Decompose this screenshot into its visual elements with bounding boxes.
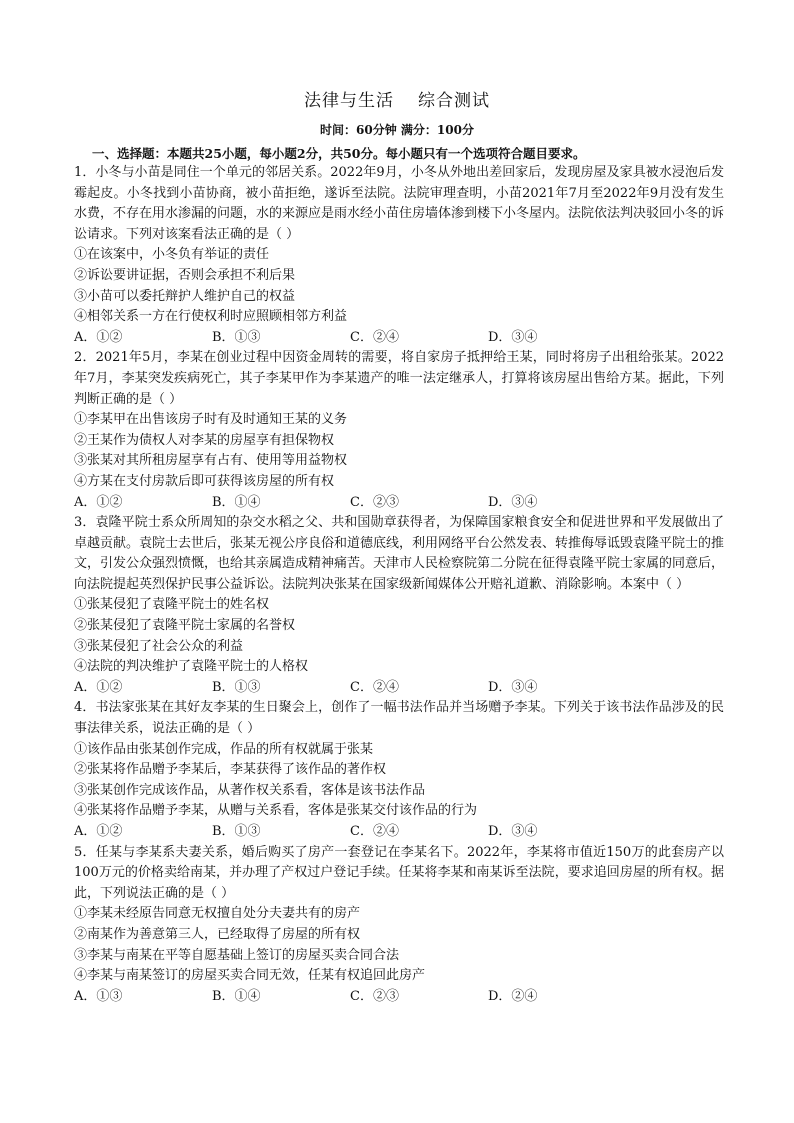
question-list bbox=[74, 163, 724, 1007]
answer-choices bbox=[74, 822, 724, 843]
section-heading: 一、选择题：本题共25小题，每小题2分，共50分。每小题只有一个选项符合题目要求。 bbox=[92, 146, 586, 161]
answer-choice-b: B．①④ bbox=[212, 494, 261, 510]
answer-choice-a: A．①② bbox=[74, 824, 123, 839]
question-5 bbox=[74, 843, 724, 1008]
option-item: ③张某创作完成该作品，从著作权关系看，客体是该书法作品 bbox=[74, 782, 426, 798]
question-3 bbox=[74, 513, 724, 698]
question-stem: 2．2021年5月，李某在创业过程中因资金周转的需要，将自家房子抵押给王某，同时将房子出租给张某。2022年7月，李某突发疾病死亡，其子李某甲作为李某遗产的唯一法定继承人，打算将该房屋出售给方某。据此，下列判断正确的是（ ） bbox=[74, 350, 724, 407]
answer-choice-b: B．①③ bbox=[212, 824, 261, 839]
answer-choices bbox=[74, 678, 724, 699]
option-item: ②王某作为债权人对李某的房屋享有担保物权 bbox=[74, 432, 335, 448]
answer-choice-b: B．①③ bbox=[212, 679, 261, 695]
answer-choice-d: D．③④ bbox=[488, 679, 538, 695]
answer-choice-d: D．③④ bbox=[488, 494, 538, 510]
answer-choice-a: A．①② bbox=[74, 494, 123, 510]
answer-choice-a: A．①③ bbox=[74, 988, 123, 1004]
title-test-name: 综合测试 bbox=[418, 91, 490, 111]
question-1 bbox=[74, 163, 724, 348]
option-item: ③李某与南某在平等自愿基础上签订的房屋买卖合同合法 bbox=[74, 947, 400, 963]
answer-choice-b: B．①③ bbox=[212, 329, 261, 345]
option-item: ④李某与南某签订的房屋买卖合同无效，任某有权追回此房产 bbox=[74, 968, 426, 984]
question-stem: 4．书法家张某在其好友李某的生日聚会上，创作了一幅书法作品并当场赠予李某。下列关于该书法作品涉及的民事法律关系，说法正确的是（ ） bbox=[74, 700, 724, 737]
option-item: ②南某作为善意第三人，已经取得了房屋的所有权 bbox=[74, 926, 361, 942]
answer-choice-a: A．①② bbox=[74, 679, 123, 695]
answer-choice-a: A．①② bbox=[74, 329, 123, 345]
option-item: ③张某侵犯了社会公众的利益 bbox=[74, 638, 244, 654]
answer-choice-c: C．②④ bbox=[350, 329, 399, 345]
option-item: ①该作品由张某创作完成，作品的所有权就属于张某 bbox=[74, 741, 374, 757]
option-item: ②诉讼要讲证据，否则会承担不利后果 bbox=[74, 267, 296, 283]
question-4 bbox=[74, 698, 724, 842]
page-title bbox=[0, 86, 794, 111]
option-item: ③小苗可以委托辩护人维护自己的权益 bbox=[74, 288, 296, 304]
answer-choices bbox=[74, 328, 724, 349]
option-item: ①张某侵犯了袁隆平院士的姓名权 bbox=[74, 597, 270, 613]
answer-choice-c: C．②③ bbox=[350, 494, 399, 510]
option-item: ④法院的判决维护了袁隆平院士的人格权 bbox=[74, 659, 309, 675]
option-item: ③张某对其所租房屋享有占有、使用等用益物权 bbox=[74, 453, 348, 469]
answer-choice-d: D．③④ bbox=[488, 329, 538, 345]
answer-choice-c: C．②④ bbox=[350, 824, 399, 839]
answer-choice-d: D．②④ bbox=[488, 988, 538, 1004]
option-item: ①李某甲在出售该房子时有及时通知王某的义务 bbox=[74, 412, 348, 428]
option-item: ④张某将作品赠予李某，从赠与关系看，客体是张某交付该作品的行为 bbox=[74, 803, 478, 819]
option-item: ②张某侵犯了袁隆平院士家属的名誉权 bbox=[74, 618, 296, 634]
answer-choice-c: C．②④ bbox=[350, 679, 399, 695]
option-item: ②张某将作品赠予李某后，李某获得了该作品的著作权 bbox=[74, 762, 387, 778]
question-stem: 5．任某与李某系夫妻关系，婚后购买了房产一套登记在李某名下。2022年，李某将市值近150万的此套房产以100万元的价格卖给南某，并办理了产权过户登记手续。任某将李某和南某诉至法院，要求追回房屋的所有权。据此，下列说法正确的是（ ） bbox=[74, 844, 724, 901]
option-item: ④相邻关系一方在行使权利时应照顾相邻方利益 bbox=[74, 309, 348, 325]
answer-choice-d: D．③④ bbox=[488, 824, 538, 839]
answer-choice-c: C．②③ bbox=[350, 988, 399, 1004]
answer-choices bbox=[74, 493, 724, 514]
option-item: ①在该案中，小冬负有举证的责任 bbox=[74, 247, 270, 263]
title-subject: 法律与生活 bbox=[304, 91, 394, 111]
answer-choices bbox=[74, 987, 724, 1008]
question-stem: 3．袁隆平院士系众所周知的杂交水稻之父、共和国勋章获得者，为保障国家粮食安全和促进世界和平发展做出了卓越贡献。袁院士去世后，张某无视公序良俗和道德底线，利用网络平台公然发表、转推侮辱诋毁袁隆平院士的推文，引发公众强烈愤慨，也给其亲属造成精神痛苦。天津市人民检察院第二分院在征得袁隆平院士家属的同意后，向法院提起英烈保护民事公益诉讼。法院判决张某在国家级新闻媒体公开赔礼道歉、消除影响。本案中（ ） bbox=[74, 515, 725, 592]
answer-choice-b: B．①④ bbox=[212, 988, 261, 1004]
option-item: ④方某在支付房款后即可获得该房屋的所有权 bbox=[74, 473, 335, 489]
exam-time-score: 时间：60分钟 满分：100分 bbox=[320, 123, 474, 137]
question-2 bbox=[74, 348, 724, 513]
option-item: ①李某未经原告同意无权擅自处分夫妻共有的房产 bbox=[74, 906, 361, 922]
question-stem: 1．小冬与小苗是同住一个单元的邻居关系。2022年9月，小冬从外地出差回家后，发现房屋及家具被水浸泡后发霉起皮。小冬找到小苗协商，被小苗拒绝，遂诉至法院。法院审理查明，小苗2021年7月至2022年9月没有发生水费，不存在用水渗漏的问题，水的来源应是雨水经小苗住房墙体渗到楼下小冬屋内。法院依法判决驳回小冬的诉讼请求。下列对该案看法正确的是（ ） bbox=[74, 165, 725, 242]
